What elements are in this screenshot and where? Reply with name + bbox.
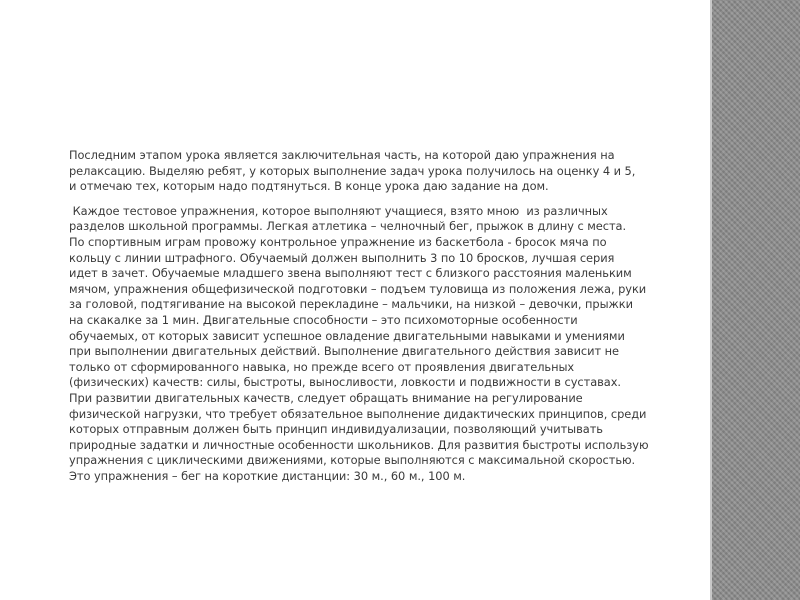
paragraph-1 [69,148,672,195]
text-line: на скакалке за 1 мин. Двигательные способности – это психомоторные особенности [69,312,578,327]
text-line: которых отправным должен быть принцип индивидуализации, позволяющий учитывать [69,422,603,437]
text-line: идет в зачет. Обучаемые младшего звена выполняют тест с близкого расстояния маленьким [69,266,632,281]
text-line: Последним этапом урока является заключительная часть, на которой даю упражнения на [69,148,615,162]
text-line: мячом, упражнения общефизической подготовки – подъем туловища из положения лежа, руки [69,281,647,296]
text-line: Каждое тестовое упражнения, которое выполняют учащиеся, взято мною из различных [69,203,608,218]
text-line: обучаемых, от которых зависит успешное овладение двигательными навыками и умениями [69,328,625,343]
text-line: разделов школьной программы. Легкая атлетика – челночный бег, прыжок в длину с места. [69,219,627,234]
decorative-side-bar [712,0,800,600]
body-text [69,148,672,484]
text-line: упражнения с циклическими движениями, которые выполняются с максимальной скоростью. [69,453,636,468]
text-line: По спортивным играм провожу контрольное упражнение из баскетбола - бросок мяча по [69,234,607,249]
text-line: физической нагрузки, что требует обязательное выполнение дидактических принципов, среди [69,406,647,421]
text-line: природные задатки и личностные особенности школьников. Для развития быстроты использую [69,437,649,452]
text-line: и отмечаю тех, которым надо подтянуться. В конце урока даю задание на дом. [69,179,549,194]
text-line: релаксацию. Выделяю ребят, у которых выполнение задач урока получилось на оценку 4 и 5, [69,163,636,178]
text-line: Это упражнения – бег на короткие дистанции: 30 м., 60 м., 100 м. [69,468,466,483]
text-line: при выполнении двигательных действий. Выполнение двигательного действия зависит не [69,344,619,359]
text-line: за головой, подтягивание на высокой перекладине – мальчики, на низкой – девочки, прыжки [69,297,633,312]
text-line: (физических) качеств: силы, быстроты, выносливости, ловкости и подвижности в суставах. [69,375,621,390]
text-line: только от сформированного навыка, но прежде всего от проявления двигательных [69,359,575,374]
paragraph-2 [69,204,672,485]
text-line: При развитии двигательных качеств, следует обращать внимание на регулирование [69,390,583,405]
text-line: кольцу с линии штрафного. Обучаемый должен выполнить 3 по 10 бросков, лучшая серия [69,250,615,265]
